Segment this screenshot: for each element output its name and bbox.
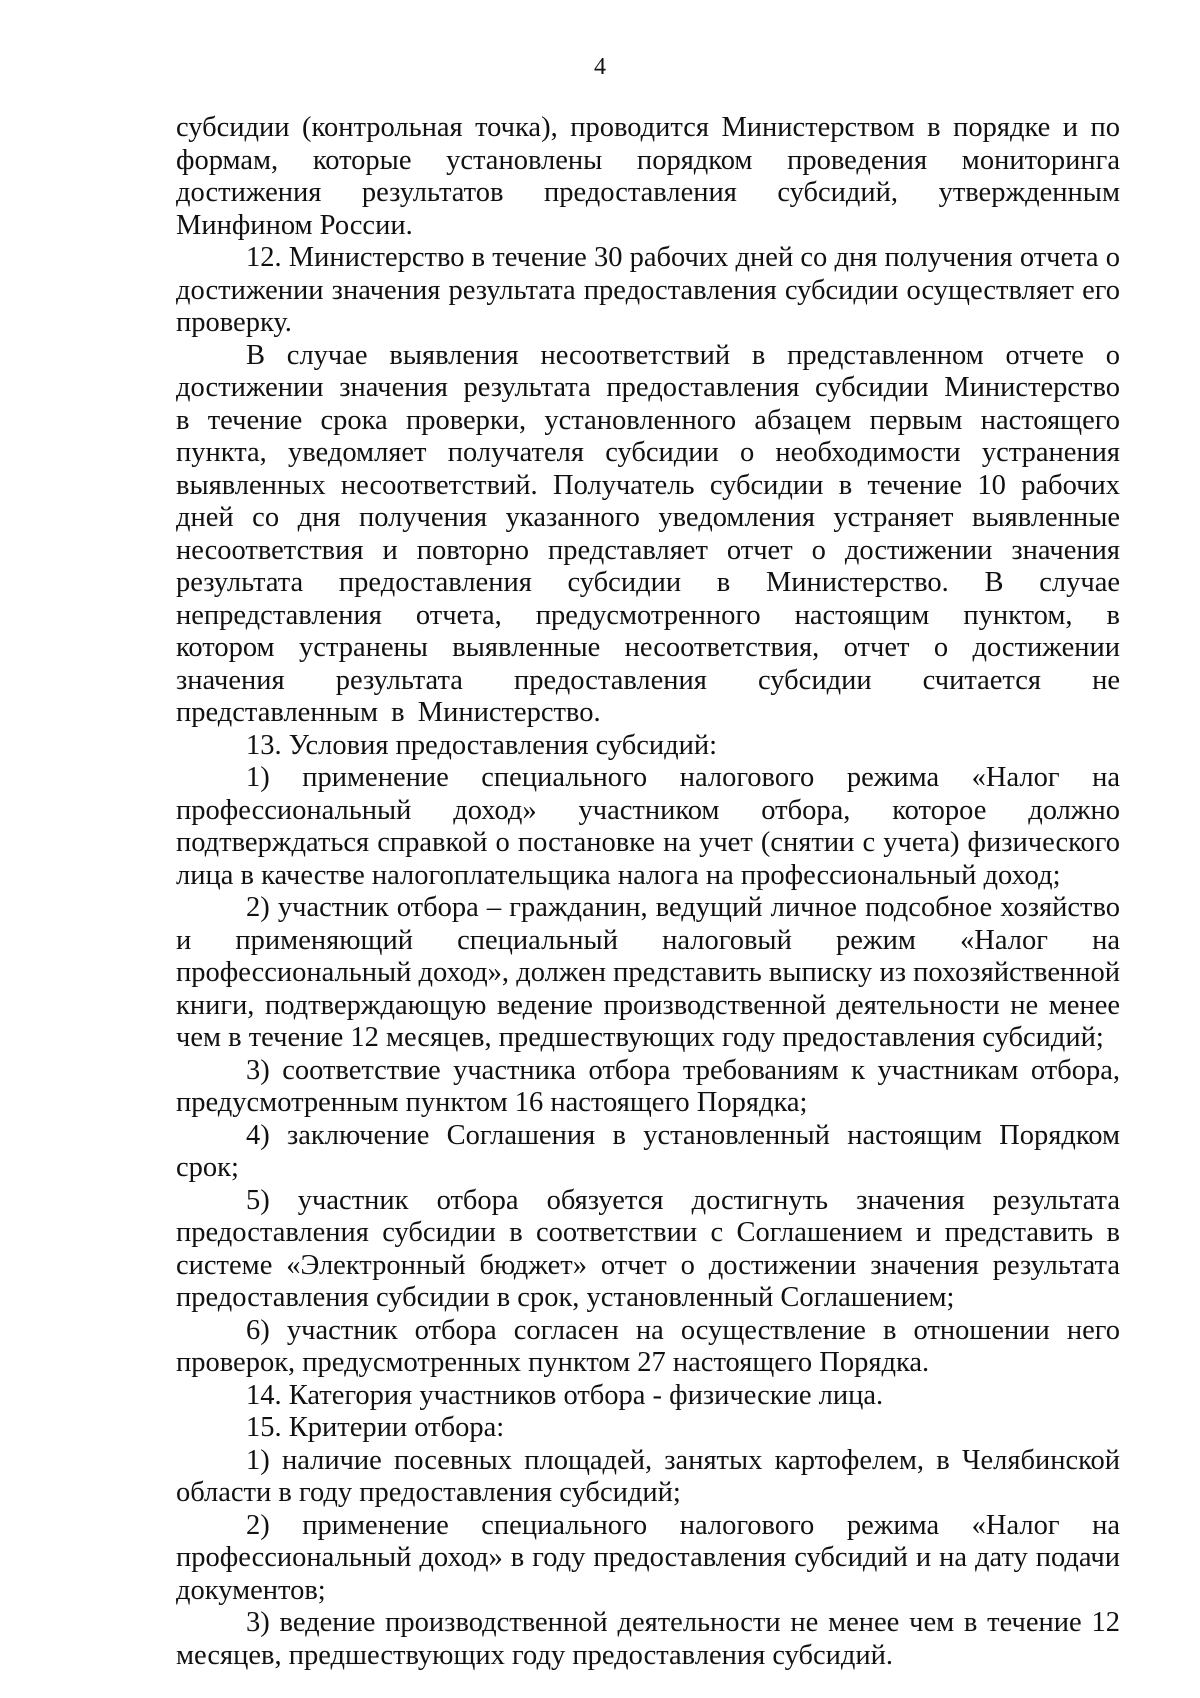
paragraph-item-13-condition-3: 3) соответствие участника отбора требованиям к участникам отбора, предусмотренным пунктом 16 настоящего Порядка; — [176, 1054, 1120, 1118]
paragraph-item-13-heading: 13. Условия предоставления субсидий: — [246, 729, 718, 761]
paragraph-item-13-condition-6: 6) участник отбора согласен на осуществление в отношении него проверок, предусмотренных пунктом 27 настоящего Порядка. — [176, 1314, 1120, 1378]
paragraph-item-13-condition-4: 4) заключение Соглашения в установленный настоящим Порядком срок; — [176, 1119, 1120, 1183]
paragraph-item-13-condition-5: 5) участник отбора обязуется достигнуть значения результата предоставления субсидии в соответствии с Соглашением и представить в системе «Электронный бюджет» отчет о достижении значения результата предоставления субсидии в срок, установленный Соглашением; — [176, 1184, 1120, 1313]
document-body — [176, 112, 1120, 1672]
paragraph-item-15-heading: 15. Критерии отбора: — [246, 1412, 505, 1443]
paragraph-item-14: 14. Категория участников отбора - физические лица. — [246, 1379, 884, 1411]
paragraph-continuation: субсидии (контрольная точка), проводится Министерством в порядке и по формам, которые установлены порядком проведения мониторинга достижения результатов предоставления субсидий, утвержденным Минфином России. — [176, 112, 1120, 241]
paragraph-item-15-criterion-3: 3) ведение производственной деятельности не менее чем в течение 12 месяцев, предшествующих году предоставления субсидий. — [176, 1607, 1120, 1671]
paragraph-item-13-condition-1: 1) применение специального налогового режима «Налог на профессиональный доход» участником отбора, которое должно подтверждаться справкой о постановке на учет (снятии с учета) физического лица в качестве налогоплательщика налога на профессиональный доход; — [176, 762, 1120, 891]
paragraph-item-15-criterion-1: 1) наличие посевных площадей, занятых картофелем, в Челябинской области в году предоставления субсидий; — [176, 1444, 1120, 1508]
paragraph-item-15-criterion-2: 2) применение специального налогового режима «Налог на профессиональный доход» в году предоставления субсидий и на дату подачи документов; — [176, 1509, 1120, 1606]
paragraph-item-12-nonconformity: В случае выявления несоответствий в представленном отчете о достижении значения результата предоставления субсидии Министерство в течение срока проверки, установленного абзацем первым настоящего пункта, уведомляет получателя субсидии о необходимости устранения выявленных несоответствий. Получатель субсидии в течение 10 рабочих дней со дня получения указанного уведомления устраняет выявленные несоответствия и повторно представляет отчет о достижении значения результата предоставления субсидии в Министерство. В случае непредставления отчета, предусмотренного настоящим пунктом, в котором устранены выявленные несоответствия, отчет о достижении значения результата предоставления субсидии считается не представленным в Министерство. — [176, 339, 1120, 728]
paragraph-item-13-condition-2: 2) участник отбора – гражданин, ведущий личное подсобное хозяйство и применяющий специальный налоговый режим «Налог на профессиональный доход», должен представить выписку из похозяйственной книги, подтверждающую ведение производственной деятельности не менее чем в течение 12 месяцев, предшествующих году предоставления субсидий; — [176, 892, 1120, 1053]
page-number: 4 — [594, 54, 606, 80]
paragraph-item-12: 12. Министерство в течение 30 рабочих дней со дня получения отчета о достижении значения результата предоставления субсидии осуществляет его проверку. — [176, 242, 1120, 338]
